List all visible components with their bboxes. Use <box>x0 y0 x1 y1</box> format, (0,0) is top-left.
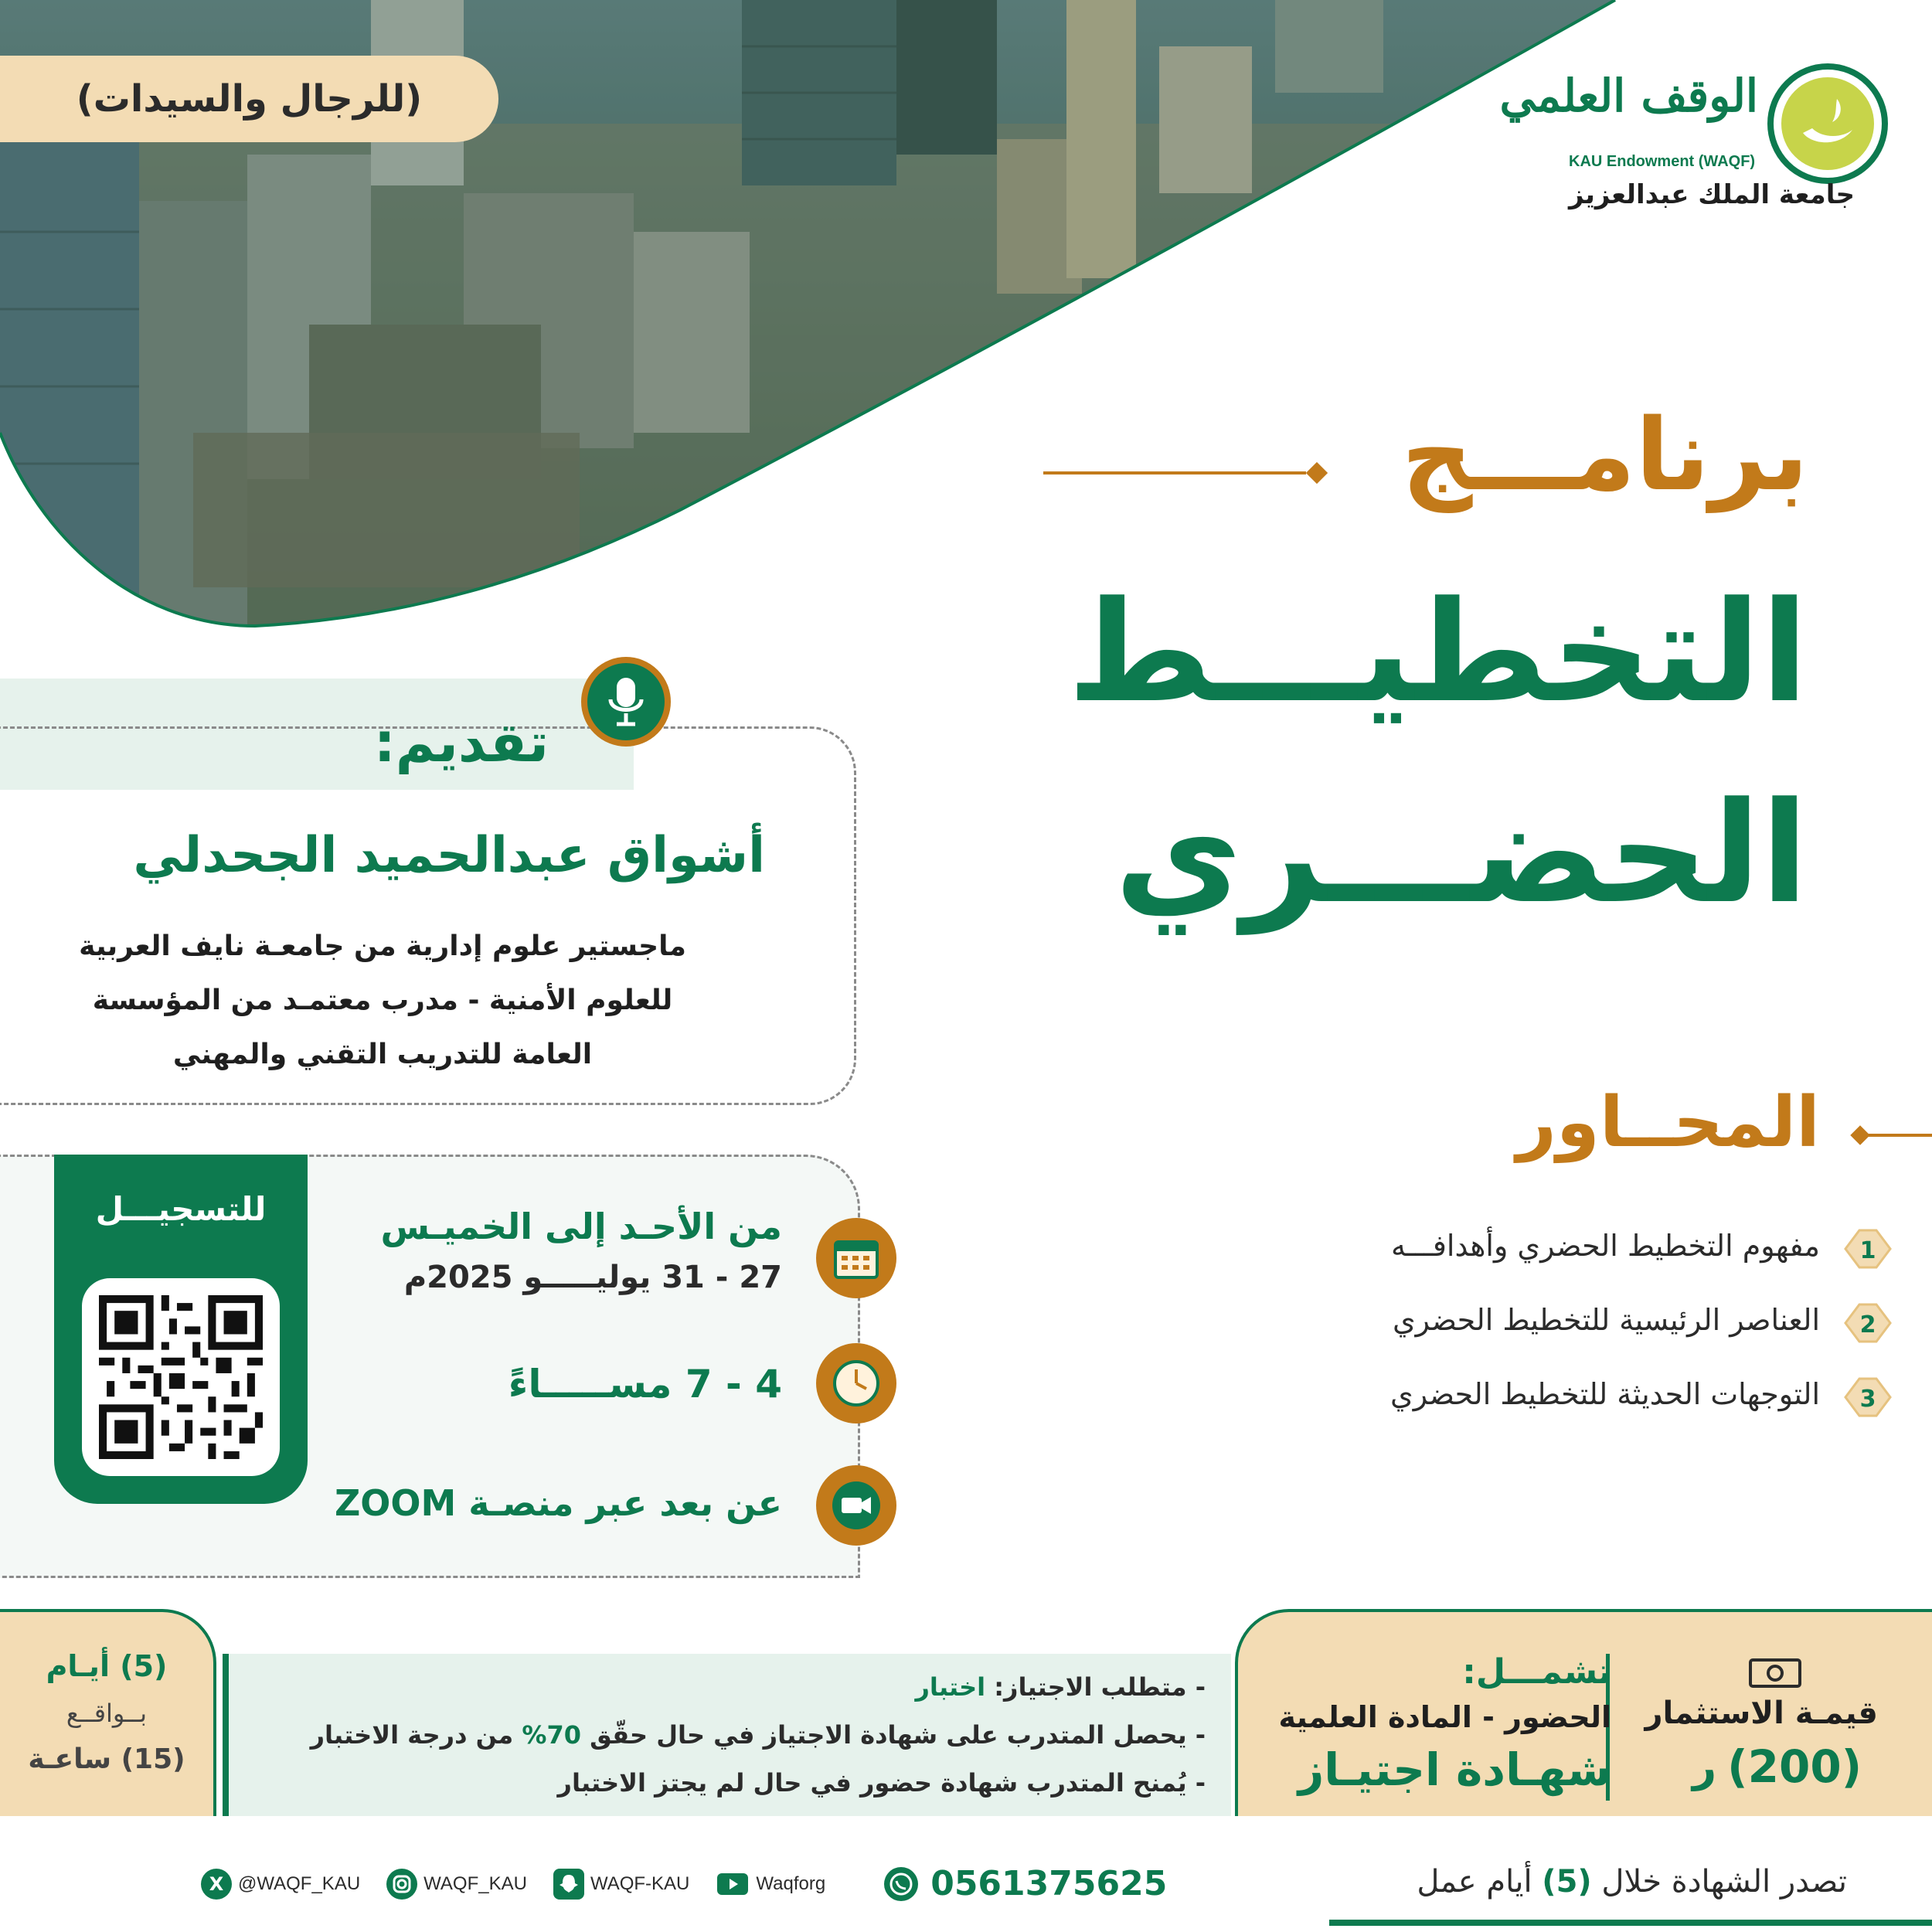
qr-code-frame <box>82 1278 280 1476</box>
youtube-icon <box>716 1869 750 1900</box>
social-x[interactable] <box>201 1869 360 1900</box>
microphone-icon <box>603 675 649 729</box>
phone-contact[interactable] <box>883 1864 1167 1903</box>
topics-heading: المحــاور <box>1516 1082 1820 1163</box>
logo <box>1499 54 1893 232</box>
list-item <box>1121 1295 1893 1357</box>
social-handle: WAQF_KAU <box>423 1872 527 1894</box>
duration-hours: (15) ساعـة <box>28 1743 185 1775</box>
certificate-note-b: أيام عمل <box>1417 1864 1543 1900</box>
topic-number-badge <box>1842 1376 1893 1419</box>
social-handle: Waqforg <box>756 1872 826 1894</box>
program-title-line2: الحضـــري <box>1114 773 1808 934</box>
calendar-icon <box>832 1234 880 1282</box>
certificate-type: شهـادة اجتيـاز <box>1298 1743 1611 1796</box>
requirement-text-a: - يحصل المتدرب على شهادة الاجتياز في حال حقّق <box>580 1720 1206 1750</box>
duration-by: بــواقــع <box>66 1699 148 1728</box>
certificate-note-a: تصدر الشهادة خلال <box>1591 1864 1847 1900</box>
footer-underline <box>1329 1920 1932 1926</box>
whatsapp-icon <box>883 1866 920 1903</box>
certificate-issue-note <box>1417 1864 1847 1900</box>
includes-label: تشمـــل: <box>1462 1652 1611 1692</box>
topic-number-badge <box>1842 1227 1893 1270</box>
phone-number: 0561375625 <box>930 1864 1168 1903</box>
logo-english-name: KAU Endowment (WAQF) <box>1569 153 1756 170</box>
presenter-heading: تقديم: <box>373 711 549 774</box>
topic-text: مفهوم التخطيط الحضري وأهدافـــه <box>1390 1229 1820 1263</box>
schedule-platform: عن بعد عبر منصـة ZOOM <box>334 1482 782 1524</box>
logo-university-name: جامعة الملك عبدالعزيز <box>1569 179 1855 210</box>
topics-divider <box>1847 1121 1932 1151</box>
instagram-icon <box>386 1869 417 1900</box>
investment-label: قيمـة الاستثمار <box>1645 1696 1878 1731</box>
logo-arabic-name: الوقف العلمي <box>1499 70 1758 122</box>
program-kicker: برنامـــج <box>1401 398 1808 513</box>
clock-icon <box>831 1358 882 1409</box>
requirements-text <box>232 1663 1206 1807</box>
social-handle: WAQF-KAU <box>590 1872 690 1894</box>
logo-emblem-icon <box>1766 62 1889 185</box>
requirement-text-b: من درجة الاختبار <box>310 1720 522 1750</box>
title-divider <box>1043 456 1337 487</box>
topic-number: 3 <box>1859 1386 1876 1413</box>
social-instagram[interactable] <box>386 1869 527 1900</box>
audience-text: (للرجال والسيدات) <box>76 77 423 121</box>
social-handle: @WAQF_KAU <box>238 1872 361 1894</box>
duration-days: (5) أيـام <box>46 1649 168 1683</box>
requirement-line <box>232 1663 1206 1711</box>
social-snapchat[interactable] <box>553 1869 689 1900</box>
microphone-badge <box>581 657 671 747</box>
requirement-label: - متطلب الاجتياز: <box>985 1672 1206 1702</box>
requirement-value: اختبار <box>915 1672 986 1702</box>
investment-price <box>1692 1740 1862 1793</box>
video-badge <box>816 1465 896 1546</box>
requirement-line <box>232 1711 1206 1759</box>
presenter-bio-line: العامة للتدريب التقني والمهني <box>172 1039 593 1070</box>
investment-value: (200) <box>1727 1740 1862 1793</box>
list-item <box>1121 1369 1893 1431</box>
topic-number: 2 <box>1859 1311 1876 1338</box>
schedule-dates: 27 - 31 يوليـــــو 2025م <box>403 1260 782 1295</box>
presenter-bio <box>35 920 730 1082</box>
clock-badge <box>816 1343 896 1423</box>
presenter-bio-line: ماجستير علوم إدارية من جامعـة نايف العربية <box>79 930 686 962</box>
presenter-name: أشواق عبدالحميد الجحدلي <box>133 827 765 884</box>
audience-badge <box>0 56 498 142</box>
requirement-percentage: 70% <box>522 1720 581 1750</box>
program-title-line1: التخطيـــط <box>1067 572 1808 733</box>
list-item <box>1121 1221 1893 1283</box>
topic-number-badge <box>1842 1301 1893 1345</box>
social-youtube[interactable] <box>716 1869 825 1900</box>
schedule-days: من الأحـد إلى الخميـس <box>380 1206 782 1247</box>
registration-card <box>54 1155 308 1504</box>
duration-box <box>0 1609 216 1816</box>
includes-items: الحضور - المادة العلمية <box>1278 1700 1611 1734</box>
topic-text: التوجهات الحديثة للتخطيط الحضري <box>1389 1377 1820 1411</box>
snapchat-icon <box>553 1869 584 1900</box>
requirement-line: - يُمنح المتدرب شهادة حضور في حال لم يجتز الاختبار <box>557 1768 1206 1798</box>
money-icon <box>1748 1658 1802 1689</box>
registration-qr-code[interactable] <box>99 1295 263 1459</box>
certificate-note-days: (5) <box>1542 1864 1592 1900</box>
x-icon: X <box>201 1869 232 1900</box>
topic-number: 1 <box>1859 1237 1876 1264</box>
calendar-badge <box>816 1218 896 1298</box>
riyal-currency-icon: ر <box>1692 1742 1717 1791</box>
video-camera-icon <box>829 1478 883 1532</box>
topic-text: العناصر الرئيسية للتخطيط الحضري <box>1392 1303 1820 1337</box>
footer-social-bar <box>201 1864 1167 1903</box>
registration-label: للتسجيـــل <box>95 1190 267 1228</box>
schedule-time: 4 - 7 مســـــاءً <box>508 1362 782 1406</box>
presenter-bio-line: للعلوم الأمنية - مدرب معتمـد من المؤسسة <box>92 985 673 1016</box>
